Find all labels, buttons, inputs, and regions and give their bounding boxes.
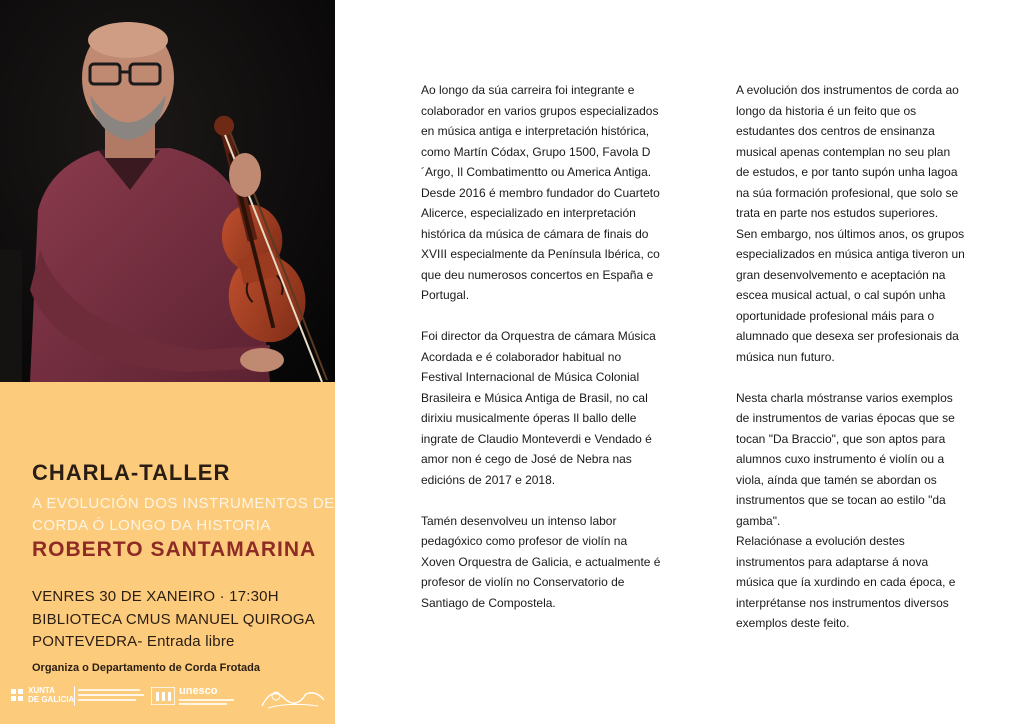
sponsor-logos [8, 684, 328, 712]
conservatory-signature-logo-icon [258, 684, 328, 712]
talk-title-line-2: CORDA Ó LONGO DA HISTORIA [32, 517, 271, 534]
text-line: trata en parte nos estudos superiores. [736, 206, 939, 220]
text-line: Acordada e é colaborador habitual no [421, 349, 622, 364]
text-line: música que ía xurdindo en cada época, e [736, 575, 956, 589]
talk-title-line-1: A EVOLUCIÓN DOS INSTRUMENTOS DE [32, 495, 335, 512]
poster-left [0, 0, 335, 724]
text-line: Tamén desenvolveu un intenso labor [421, 513, 617, 528]
text-line: alumnado que desexa ser profesionais da [736, 329, 959, 343]
text-line: histórica da música de cámara de finais do [421, 226, 649, 241]
text-line: viola, aínda que tamén se abordan os [736, 472, 937, 487]
text-line: instrumentos que se tocan ao estilo "da [736, 493, 946, 507]
text-line: instrumentos para adaptarse á nova [736, 554, 929, 569]
text-line: interprétanse nos instrumentos diversos [736, 595, 949, 610]
text-line: Portugal. [421, 288, 470, 302]
text-line: gamba". [736, 513, 781, 528]
text-line: Ao longo da súa carreira foi integrante e [421, 83, 635, 97]
speaker-photo [0, 0, 335, 382]
description-paragraph-context [736, 80, 965, 367]
unesco-temple-icon [151, 687, 175, 705]
logo-divider [74, 686, 75, 706]
event-venue: BIBLIOTECA CMUS MANUEL QUIROGA [32, 611, 315, 628]
conselleria-text-logo-icon [78, 687, 148, 707]
text-line: na súa formación profesional, que solo se [736, 185, 959, 200]
description-paragraph-talk [736, 388, 965, 634]
text-line: edicións de 2017 e 2018. [421, 472, 556, 487]
text-line: Sen embargo, nos últimos anos, os grupos [736, 226, 965, 241]
text-line: Relaciónase a evolución destes [736, 534, 905, 548]
unesco-caption-icon [179, 698, 239, 706]
text-line: exemplos deste feito. [736, 616, 850, 630]
text-line: amor non é cego de José de Nebra nas [421, 452, 632, 466]
text-line: Desde 2016 é membro fundador do Cuarteto [421, 185, 660, 200]
text-line: alumnos cuxo instrumento é violín ou a [736, 452, 945, 466]
event-city-entry: PONTEVEDRA- Entrada libre [32, 633, 235, 650]
text-line: ingrate de Claudio Monteverdi e Vendado é [421, 431, 652, 446]
bio-paragraph-careers [421, 80, 660, 306]
text-line: pedagóxico como profesor de violín na [421, 534, 628, 548]
text-line: en música antiga e interpretación histórica, [421, 124, 650, 138]
text-line: longo da historia é un feito que os [736, 103, 917, 118]
biography-column [421, 80, 660, 634]
text-line: especializados en música antiga tiveron un [736, 247, 965, 261]
text-line: colaborador en varios grupos especializados [421, 103, 659, 118]
organizer-note: Organiza o Departamento de Corda Frotada [32, 662, 260, 674]
text-line: de estudos, e por tanto supón unha lagoa [736, 165, 958, 179]
text-line: escea musical actual, o cal supón unha [736, 288, 946, 302]
text-line: música nun futuro. [736, 349, 835, 364]
xunta-logo-line-1: XUNTA [28, 686, 55, 695]
event-type-heading: CHARLA-TALLER [32, 460, 231, 485]
text-line: Santiago de Compostela. [421, 595, 556, 610]
text-line: A evolución dos instrumentos de corda ao [736, 83, 959, 97]
text-line: como Martín Códax, Grupo 1500, Favola D [421, 144, 651, 159]
text-line: XVIII especialmente da Península Ibérica, co [421, 247, 660, 261]
xunta-logo-line-2: DE GALICIA [28, 695, 75, 704]
text-line: Alicerce, especializado en interpretación [421, 206, 636, 220]
bio-paragraph-teaching [421, 511, 660, 614]
text-line: Foi director da Orquestra de cámara Música [421, 329, 656, 343]
description-column [736, 80, 965, 654]
bio-paragraph-director [421, 326, 660, 490]
text-line: que deu numerosos concertos en España e [421, 267, 654, 282]
text-line: dirixiu musicalmente óperas Il ballo delle [421, 411, 637, 425]
violinist-illustration [0, 0, 335, 382]
speaker-name: ROBERTO SANTAMARINA [32, 538, 317, 561]
text-line: Brasileira e Música Antiga de Brasil, no cal [421, 390, 648, 405]
text-line: Nesta charla móstranse varios exemplos [736, 390, 953, 405]
text-line: musical apenas contemplan no seu plan [736, 144, 951, 159]
text-line: oportunidade profesional máis para o [736, 308, 935, 323]
event-date-time: VENRES 30 DE XANEIRO · 17:30H [32, 588, 279, 605]
text-line: gran desenvolvemento e aceptación na [736, 267, 946, 282]
info-panel [0, 382, 335, 724]
text-line: estudantes dos centros de ensinanza [736, 124, 935, 138]
text-line: Xoven Orquestra de Galicia, e actualmente é [421, 554, 661, 569]
text-line: de instrumentos de varias épocas que se [736, 411, 955, 425]
xunta-emblem-icon [10, 688, 24, 702]
unesco-logo-text: unesco [179, 685, 218, 697]
text-line: Festival Internacional de Música Colonial [421, 370, 640, 384]
text-line: tocan "Da Braccio", que son aptos para [736, 431, 946, 446]
text-line: profesor de violín no Conservatorio de [421, 575, 625, 589]
text-line: ´Argo, Il Combatimentto ou America Antiga. [421, 165, 652, 179]
